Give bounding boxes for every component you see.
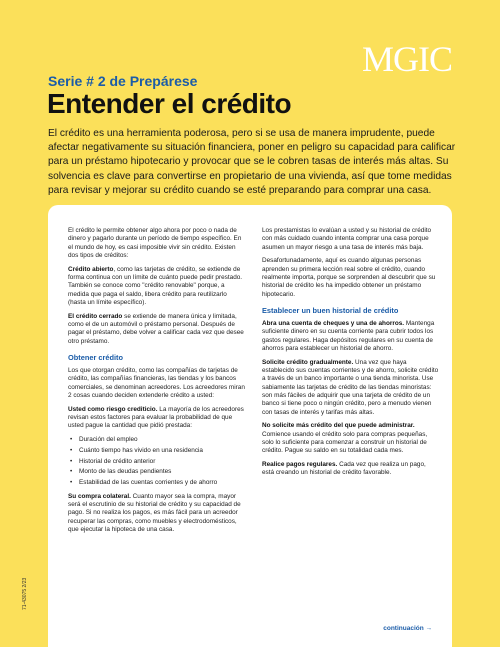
closed-credit-paragraph [68,313,245,346]
credit-risk-paragraph [68,406,245,431]
mgic-logo: MGIC [361,39,452,79]
closed-credit-term: El crédito cerrado [68,312,123,320]
gradual-credit-paragraph [262,359,439,417]
series-label: Serie # 2 de Prepárese [48,73,198,89]
manageable-credit-term: No solicite más crédito del que puede administrar. [262,422,415,430]
creditors-paragraph: Los que otorgan crédito, como las compañías de tarjetas de crédito, las compañías financieras, las tiendas y los bancos comerciales, se denominan acreedores. Los acreedores miran 2 cosas cuando deciden extenderle crédito a usted: [68,367,245,400]
list-item: • Monto de las deudas pendientes [68,468,245,476]
regular-payments-term: Realice pagos regulares. [262,461,338,469]
open-credit-text: , como las tarjetas de crédito, se extiende de forma continua con un límite de cuánto puede pedir prestado. También se conoce como "crédito renovable" porque, a medida que paga el saldo, libera crédito para reutilizarlo (hasta un límite específico). [68,265,243,306]
regular-payments-paragraph [262,461,439,478]
collateral-text: Cuanto mayor sea la compra, mayor será el escrutinio de su historial de crédito y su capacidad de pago. Si no realiza los pagos, es más fácil para un acreedor recuperar las compras, como muebles y electrodomésticos, que ejecutar la hipoteca de una casa. [68,492,241,533]
continue-link[interactable]: continuación → [383,625,432,632]
content-card [48,205,452,647]
list-item: • Cuánto tiempo has vivido en una residencia [68,447,245,455]
right-paragraph-1: Los prestamistas lo evalúan a usted y su historial de crédito con más cuidado cuando intenta comprar una casa porque asumen un mayor riesgo a una tasa de interés más baja. [262,227,432,251]
list-item: • Historial de crédito anterior [68,458,245,466]
gradual-credit-text: Una vez que haya establecido sus cuentas corrientes y de ahorro, solicite crédito a través de un banco importante o una tienda minorista. Use sabiamente las tarjetas de crédito de las tiendas minoristas: son más fáciles de adquirir que una tarjeta de crédito de un banco si tiene poco o ningún crédito, pero a menudo vienen con tasas de interés y tarifas más altas. [262,358,439,416]
accounts-term: Abra una cuenta de cheques y una de ahorros. [262,320,405,328]
open-credit-term: Crédito abierto [68,265,114,273]
credit-risk-text: La mayoría de los acreedores revisan estos factores para evaluar la probabilidad de que usted pague la cantidad que pidió prestada: [68,405,244,430]
collateral-term: Su compra colateral. [68,492,131,500]
manageable-credit-paragraph [262,422,439,455]
section-heading-good-history: Establecer un buen historial de crédito [262,305,399,315]
accounts-paragraph [262,320,439,353]
left-column [68,227,245,540]
risk-factors-list [68,436,245,487]
open-credit-paragraph [68,266,245,307]
right-column [262,227,439,483]
collateral-paragraph [68,493,245,534]
manageable-credit-text: Comience usando el crédito solo para compras pequeñas, solo lo suficiente para comenzar a construir un historial de crédito. Pague su saldo en su totalidad cada mes. [262,430,428,455]
form-code: 71-43075 2/23 [22,577,28,610]
regular-payments-text: Cada vez que realiza un pago, está creando un historial de crédito favorable. [262,461,426,477]
gradual-credit-term: Solicite crédito gradualmente. [262,358,354,366]
list-item: • Estabilidad de las cuentas corrientes y de ahorro [68,479,245,487]
credit-risk-term: Usted como riesgo crediticio. [68,405,158,413]
section-heading-obtain-credit: Obtener crédito [68,352,124,362]
intro-paragraph: El crédito es una herramienta poderosa, pero si se usa de manera imprudente, puede afectar negativamente su situación financiera, poner en peligro su capacidad para calificar para un préstamo hipotecario y provocar que se le cobren tasas de interés más altas. Su solvencia es clave para convertirse en propietario de una vivienda, así que tome medidas para revisar y mejorar su crédito cuando se esté preparando para comprar una casa. [48,128,456,196]
page-title: Entender el crédito [47,88,292,119]
list-item: • Duración del empleo [68,436,245,444]
right-paragraph-2: Desafortunadamente, aquí es cuando algunas personas aprenden su primera lección real sobre el crédito, cuando realmente importa, porque se sorprenden al descubrir que su historial de crédito les ha impedido obtener un préstamo hipotecario. [262,257,436,298]
left-paragraph-1: El crédito le permite obtener algo ahora por poco o nada de dinero y pagarlo durante un período de tiempo específico. En el mundo de hoy, es casi imposible vivir sin crédito. Existen dos tipos de créditos: [68,227,242,259]
closed-credit-text: se extiende de manera única y limitada, como el de un automóvil o préstamo personal. Después de pagar el préstamo, debe volver a calificar cada vez que desee otro préstamo. [68,312,244,345]
accounts-text: Mantenga suficiente dinero en su cuenta corriente para cubrir todos los gastos regulares. Haga depósitos regulares en su cuenta de ahorros para establecer un historial de ahorro. [262,320,435,353]
